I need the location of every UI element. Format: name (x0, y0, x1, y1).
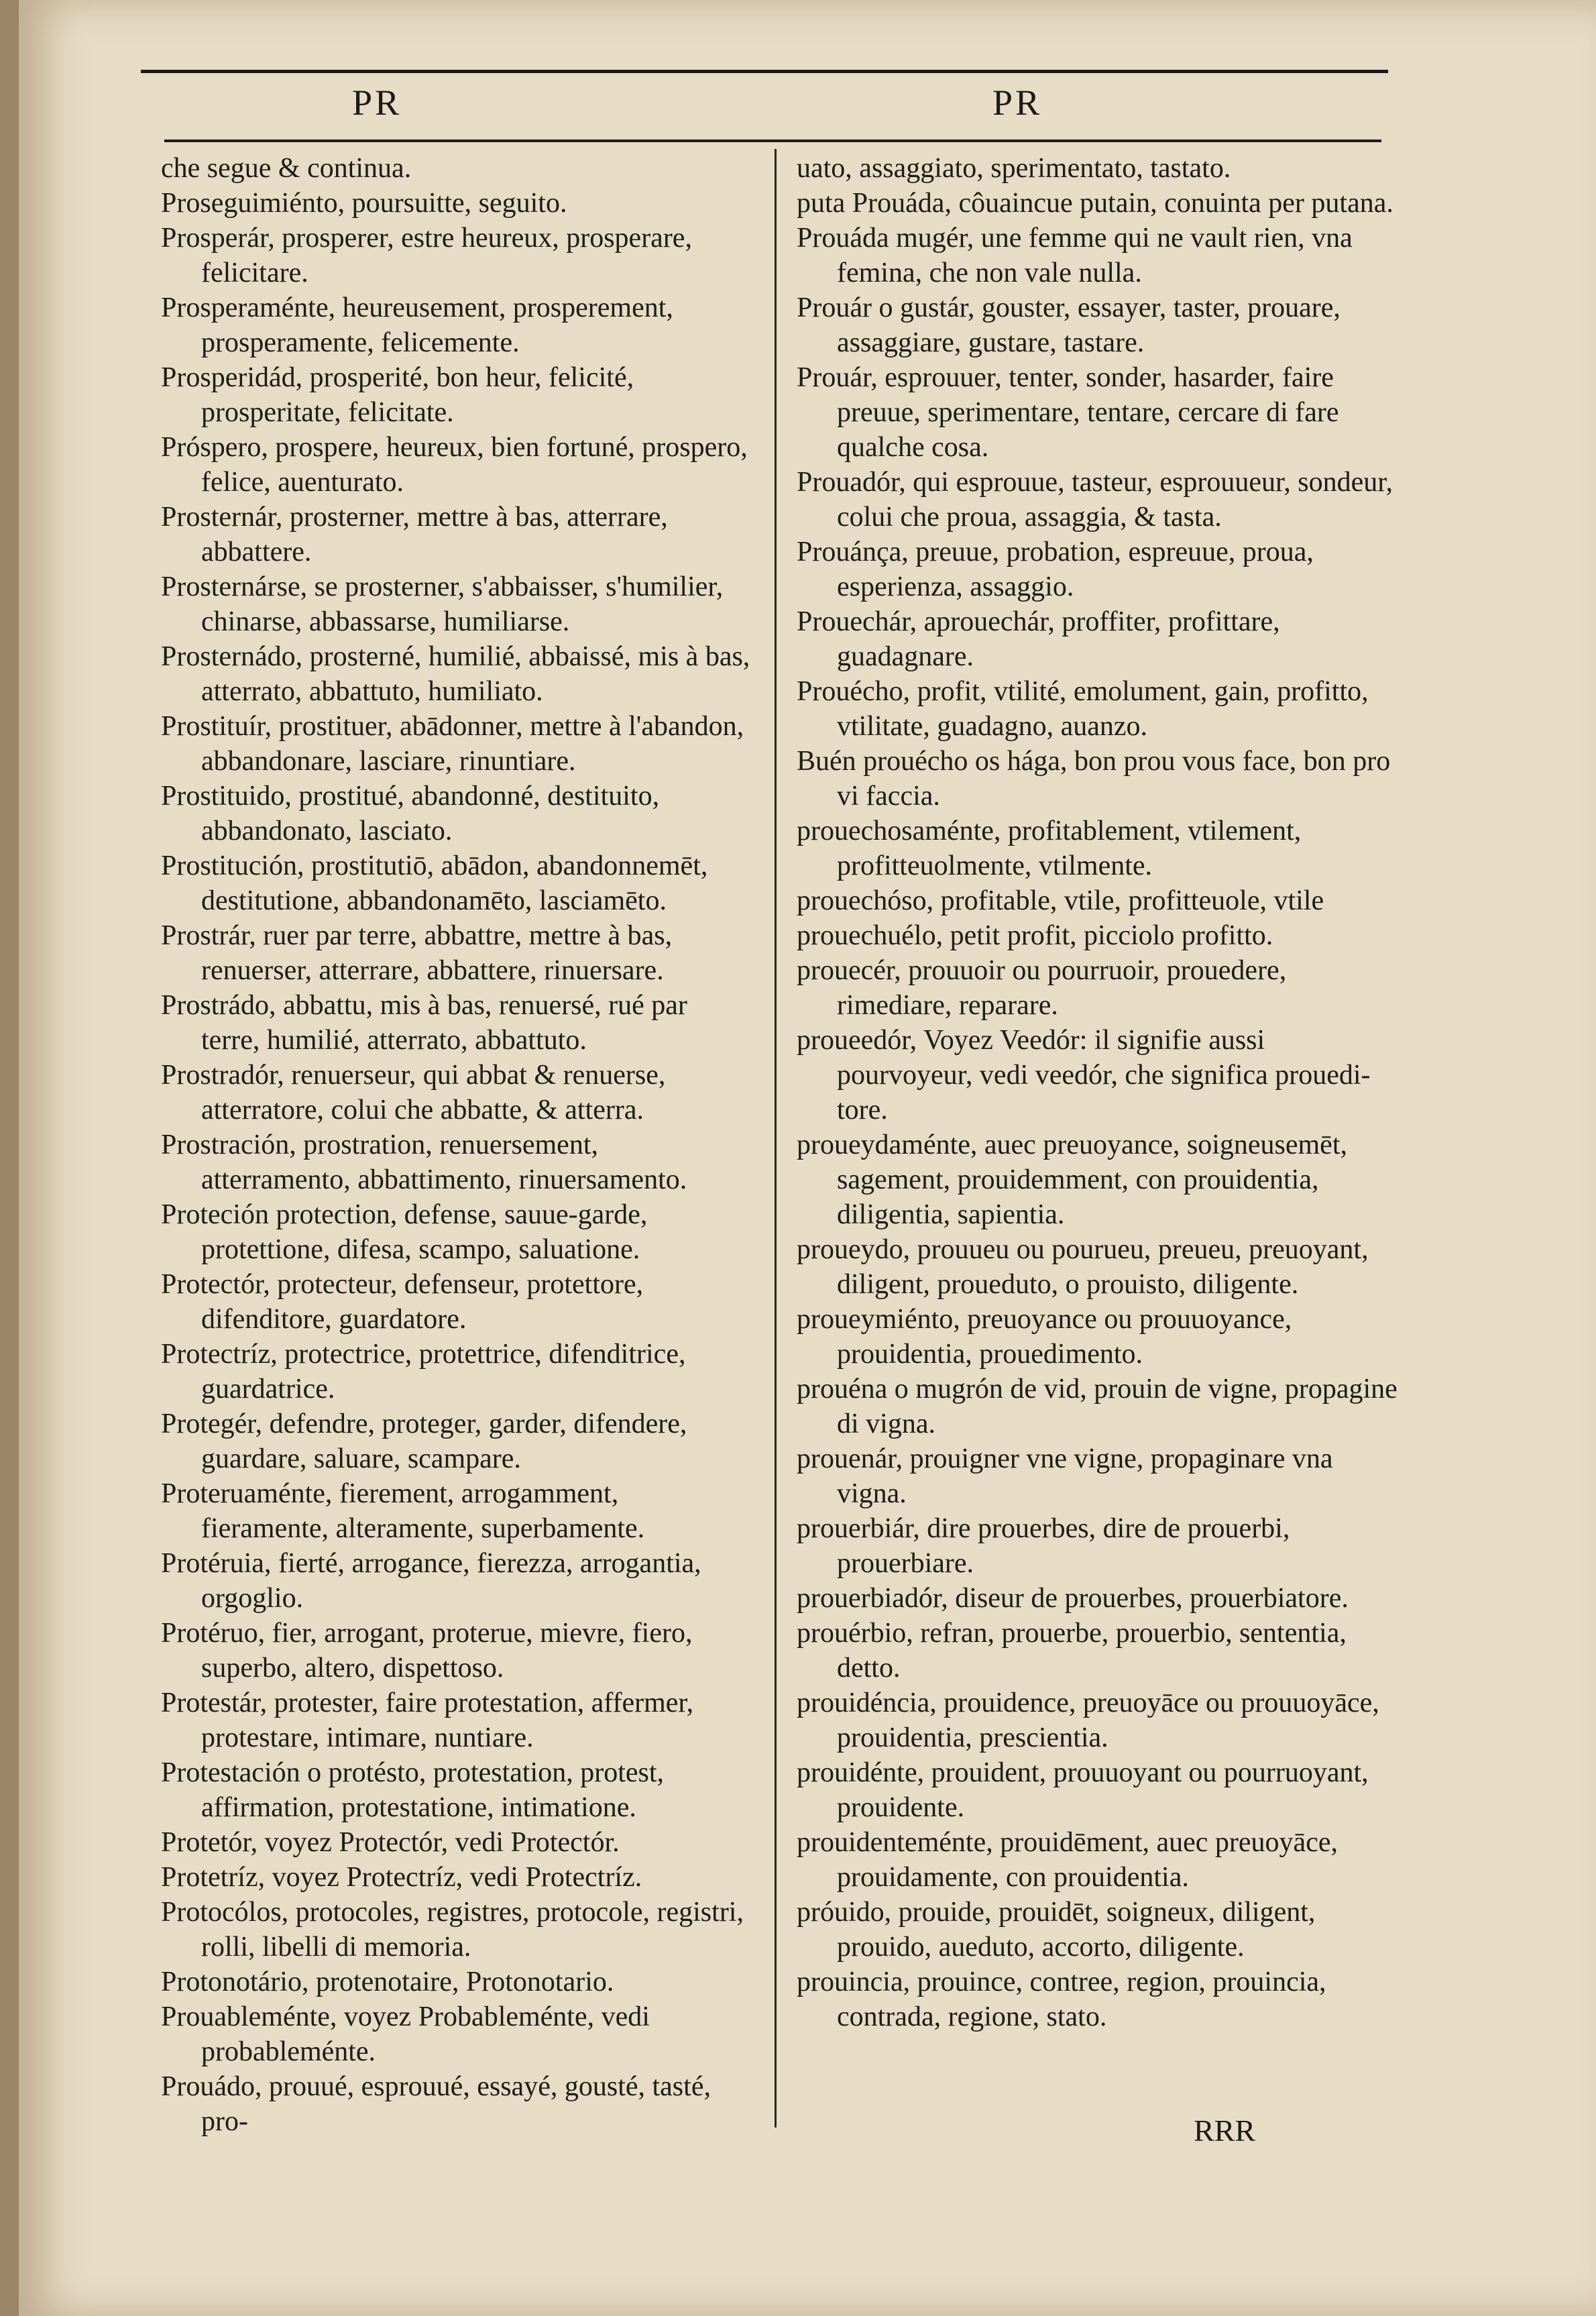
dictionary-entry: Proteruaménte, fierement, arrogamment, fieramente, alteramente, superbamente. (161, 1478, 645, 1544)
dictionary-entry: Prosternár, prosterner, mettre à bas, atterrare, abbattere. (161, 502, 668, 567)
dictionary-entry: Prouécho, profit, vtilité, emolument, gain, profitto, vtilitate, guadagno, auanzo. (797, 676, 1369, 742)
dictionary-entry: prouidénte, prouident, prouuoyant ou pourruoyant, prouidente. (797, 1757, 1369, 1823)
dictionary-entry: Prostrár, ruer par terre, abbattre, mettre à bas, renuerser, atterrare, abbattere, rinuersare. (161, 920, 673, 986)
dictionary-entry: Protetríz, voyez Protectríz, vedi Protectríz. (161, 1862, 642, 1893)
dictionary-entry: Protéruia, fierté, arrogance, fierezza, arrogantia, orgoglio. (161, 1548, 701, 1614)
dictionary-entry: puta Prouáda, côuaincue putain, conuinta per putana. (797, 188, 1393, 219)
dictionary-entry: Prosperár, prosperer, estre heureux, prosperare, felicitare. (161, 223, 692, 288)
dictionary-entry: prouenár, prouigner vne vigne, propaginare vna vigna. (797, 1443, 1333, 1509)
dictionary-entry: Buén prouécho os hága, bon prou vous face, bon pro vi faccia. (797, 746, 1391, 812)
dictionary-entry: Protestár, protester, faire protestation, affermer, protestare, intimare, nuntiare. (161, 1688, 694, 1753)
dictionary-entry: Prouableménte, voyez Probableménte, vedi probableménte. (161, 2001, 650, 2067)
dictionary-entry: Protestación o protésto, protestation, protest, affirmation, protestatione, intimatione. (161, 1757, 665, 1823)
dictionary-entry: Prostración, prostration, renuersement, atterramento, abbattimento, rinuersamento. (161, 1129, 687, 1195)
dictionary-entry: uato, assaggiato, sperimentato, tastato. (797, 153, 1231, 184)
top-rule (141, 70, 1388, 73)
running-head-left: PR (352, 82, 402, 123)
dictionary-entry: Protegér, defendre, proteger, garder, difendere, guardare, saluare, scampare. (161, 1409, 687, 1474)
dictionary-entry: prouerbiár, dire prouerbes, dire de prouerbi, prouerbiare. (797, 1513, 1290, 1579)
dictionary-entry: proueydaménte, auec preuoyance, soigneusemēt, sagement, prouidemment, con prouidentia, diligentia, sapientia. (797, 1129, 1347, 1230)
dictionary-entry: prouérbio, refran, prouerbe, prouerbio, sententia, detto. (797, 1618, 1347, 1684)
column-divider (775, 149, 777, 2128)
dictionary-entry: proueydo, prouueu ou pourueu, preueu, preuoyant, diligent, proueduto, o prouisto, diligente. (797, 1234, 1369, 1300)
dictionary-entry: Prostrádo, abbattu, mis à bas, renuersé, rué par terre, humilié, atterrato, abbattuto. (161, 990, 687, 1056)
catchword: RRR (1194, 2113, 1256, 2148)
dictionary-entry: prouidenteménte, prouidēment, auec preuoyāce, prouidamente, con prouidentia. (797, 1827, 1338, 1893)
book-spine (0, 0, 19, 2316)
dictionary-entry: Prouáda mugér, une femme qui ne vault rien, vna femina, che non vale nulla. (797, 223, 1353, 288)
dictionary-entry: Prosperaménte, heureusement, prosperement, prosperamente, felicemente. (161, 292, 673, 358)
dictionary-entry: Prostituido, prostitué, abandonné, destituito, abbandonato, lasciato. (161, 781, 660, 846)
dictionary-entry: prouechuélo, petit profit, picciolo profitto. (797, 920, 1273, 951)
dictionary-entry: prouechóso, profitable, vtile, profitteuole, vtile (797, 885, 1324, 916)
dictionary-entry: prouidéncia, prouidence, preuoyāce ou prouuoyāce, prouidentia, prescientia. (797, 1688, 1379, 1753)
dictionary-entry: prouéna o mugrón de vid, prouin de vigne, propagine di vigna. (797, 1374, 1398, 1439)
dictionary-entry: prouechosaménte, profitablement, vtilement, profitteuolmente, vtilmente. (797, 816, 1302, 881)
dictionary-entry: Proseguimiénto, poursuitte, seguito. (161, 188, 567, 219)
dictionary-entry: che segue & continua. (161, 153, 412, 184)
left-column (161, 151, 751, 2139)
dictionary-entry: Prouánça, preuue, probation, espreuue, proua, esperienza, assaggio. (797, 537, 1314, 602)
dictionary-entry: Prouádo, prouué, esprouué, essayé, gousté, tasté, pro- (161, 2071, 711, 2137)
dictionary-entry: próuido, prouide, prouidēt, soigneux, diligent, prouido, aueduto, accorto, diligente. (797, 1897, 1316, 1963)
dictionary-entry: prouecér, prouuoir ou pourruoir, prouedere, rimediare, reparare. (797, 955, 1287, 1021)
right-column (797, 151, 1400, 2034)
dictionary-entry: Prostitución, prostitutiō, abādon, abandonnemēt, destitutione, abbandonamēto, lasciamēto. (161, 850, 708, 916)
dictionary-entry: proueymiénto, preuoyance ou prouuoyance, prouidentia, prouedimento. (797, 1304, 1292, 1370)
dictionary-entry: Prouadór, qui esprouue, tasteur, esprouueur, sondeur, colui che proua, assaggia, & tasta. (797, 467, 1393, 533)
dictionary-entry: prouincia, prouince, contree, region, prouincia, contrada, regione, stato. (797, 1967, 1326, 2032)
dictionary-entry: Protetór, voyez Protectór, vedi Protectór. (161, 1827, 620, 1858)
running-head-right: PR (992, 82, 1043, 123)
dictionary-entry: Protectríz, protectrice, protettrice, difenditrice, guardatrice. (161, 1339, 686, 1404)
dictionary-entry: Prouechár, aprouechár, proffiter, profittare, guadagnare. (797, 606, 1280, 672)
dictionary-entry: Protectór, protecteur, defenseur, protettore, difenditore, guardatore. (161, 1269, 644, 1335)
dictionary-entry: Protocólos, protocoles, registres, protocole, registri, rolli, libelli di memoria. (161, 1897, 744, 1963)
dictionary-entry: Protéruo, fier, arrogant, proterue, mievre, fiero, superbo, altero, dispettoso. (161, 1618, 693, 1684)
dictionary-entry: Prosperidád, prosperité, bon heur, felicité, prosperitate, felicitate. (161, 362, 634, 428)
dictionary-entry: Próspero, prospere, heureux, bien fortuné, prospero, felice, auenturato. (161, 432, 748, 498)
header-rule (164, 140, 1381, 142)
dictionary-entry: Prouár, esprouuer, tenter, sonder, hasarder, faire preuue, sperimentare, tentare, cercare di fare qualche cosa. (797, 362, 1339, 463)
dictionary-entry: Proteción protection, defense, sauue-garde, protettione, difesa, scampo, saluatione. (161, 1199, 648, 1265)
dictionary-entry: Prostituír, prostituer, abādonner, mettre à l'abandon, abbandonare, lasciare, rinuntiare. (161, 711, 744, 777)
dictionary-entry: Protonotário, protenotaire, Protonotario. (161, 1967, 614, 1997)
dictionary-entry: Prosternárse, se prosterner, s'abbaisser, s'humilier, chinarse, abbassarse, humiliarse. (161, 571, 724, 637)
dictionary-entry: Prostradór, renuerseur, qui abbat & renuerse, atterratore, colui che abbatte, & atterra. (161, 1060, 666, 1125)
dictionary-entry: proueedór, Voyez Veedór: il signifie aussi pourvoyeur, vedi veedór, che significa prouedi-tore. (797, 1025, 1371, 1125)
dictionary-entry: Prouár o gustár, gouster, essayer, taster, prouare, assaggiare, gustare, tastare. (797, 292, 1341, 358)
dictionary-entry: Prosternádo, prosterné, humilié, abbaissé, mis à bas, atterrato, abbattuto, humiliato. (161, 641, 750, 707)
dictionary-entry: prouerbiadór, diseur de prouerbes, prouerbiatore. (797, 1583, 1349, 1614)
